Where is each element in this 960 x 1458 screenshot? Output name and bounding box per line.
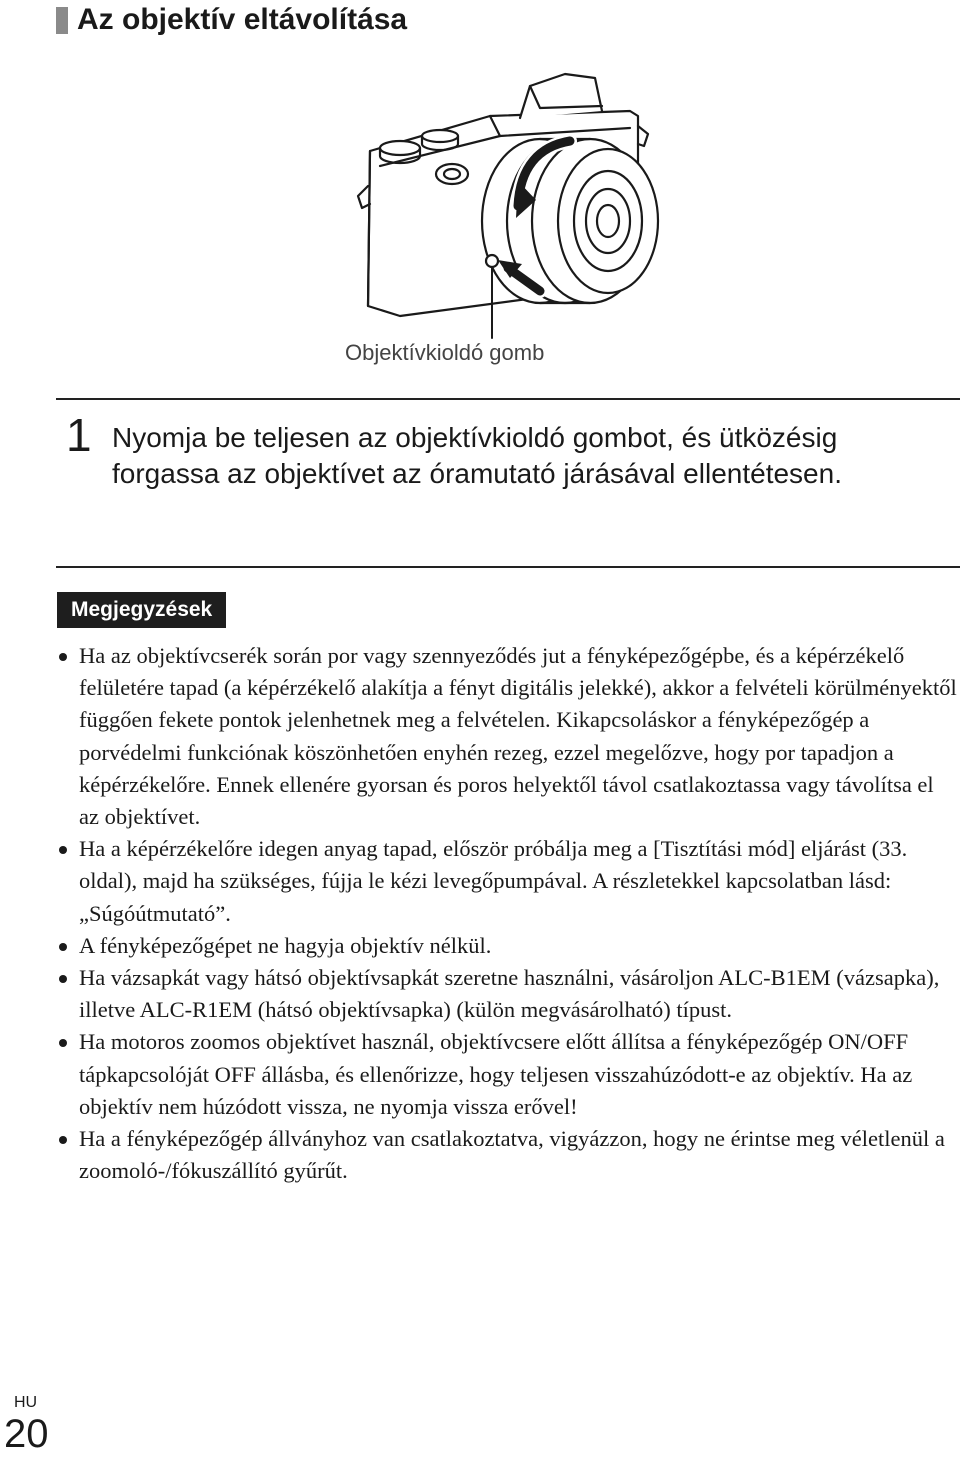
notes-list bbox=[57, 640, 957, 1187]
camera-illustration bbox=[340, 56, 680, 376]
note-item: Ha az objektívcserék során por vagy szennyeződés jut a fényképezőgépbe, és a képérzékelő felületére tapad (a képérzékelő alakítja a fényt digitális jelekké), akkor a felvételi körülményektől függően fekete pontok jelenhetnek meg a felvételen. Kikapcsoláskor a fényképezőgép a porvédelmi funkciónak köszönhetően enyhén rezeg, ezzel megelőzve, hogy por tapadjon a képérzékelőre. Ennek ellenére gyorsan és poros helyektől távol csatlakoztassa vagy távolítsa el az objektívet. bbox=[57, 640, 957, 833]
note-item: Ha vázsapkát vagy hátsó objektívsapkát szeretne használni, vásároljon ALC-B1EM (vázsapka), illetve ALC-R1EM (hátsó objektívsapka) (külön megvásárolható) típust. bbox=[57, 962, 957, 1026]
notes-heading: Megjegyzések bbox=[57, 592, 226, 628]
release-button-label: Objektívkioldó gomb bbox=[345, 340, 545, 365]
page-language: HU bbox=[14, 1394, 38, 1411]
section-title bbox=[56, 0, 407, 40]
divider-top bbox=[56, 398, 960, 400]
step-instruction: Nyomja be teljesen az objektívkioldó gombot, és ütközésig forgassa az objektívet az óramutató járásával ellentétesen. bbox=[112, 422, 842, 489]
section-title-text: Az objektív eltávolítása bbox=[77, 3, 408, 36]
note-item: Ha a fényképezőgép állványhoz van csatlakoztatva, vigyázzon, hogy ne érintse meg véletlenül a zoomoló-/fókuszállító gyűrűt. bbox=[57, 1123, 957, 1187]
divider-notes bbox=[56, 566, 960, 568]
page-number: 20 bbox=[4, 1412, 49, 1456]
note-item: Ha a képérzékelőre idegen anyag tapad, először próbálja meg a [Tisztítási mód] eljárást (33. oldal), majd ha szükséges, fújja le kézi levegőpumpával. A részletekkel kapcsolatban lásd: „Súgóútmutató”. bbox=[57, 833, 957, 930]
step-number: 1 bbox=[66, 409, 92, 461]
section-marker bbox=[56, 7, 68, 34]
note-item: Ha motoros zoomos objektívet használ, objektívcsere előtt állítsa a fényképezőgép ON/OFF tápkapcsolóját OFF állásba, és ellenőrizze, hogy teljesen visszahúzódott-e az objektív. Ha az objektív nem húzódott vissza, ne nyomja vissza erővel! bbox=[57, 1026, 957, 1123]
note-item: A fényképezőgépet ne hagyja objektív nélkül. bbox=[57, 930, 957, 962]
